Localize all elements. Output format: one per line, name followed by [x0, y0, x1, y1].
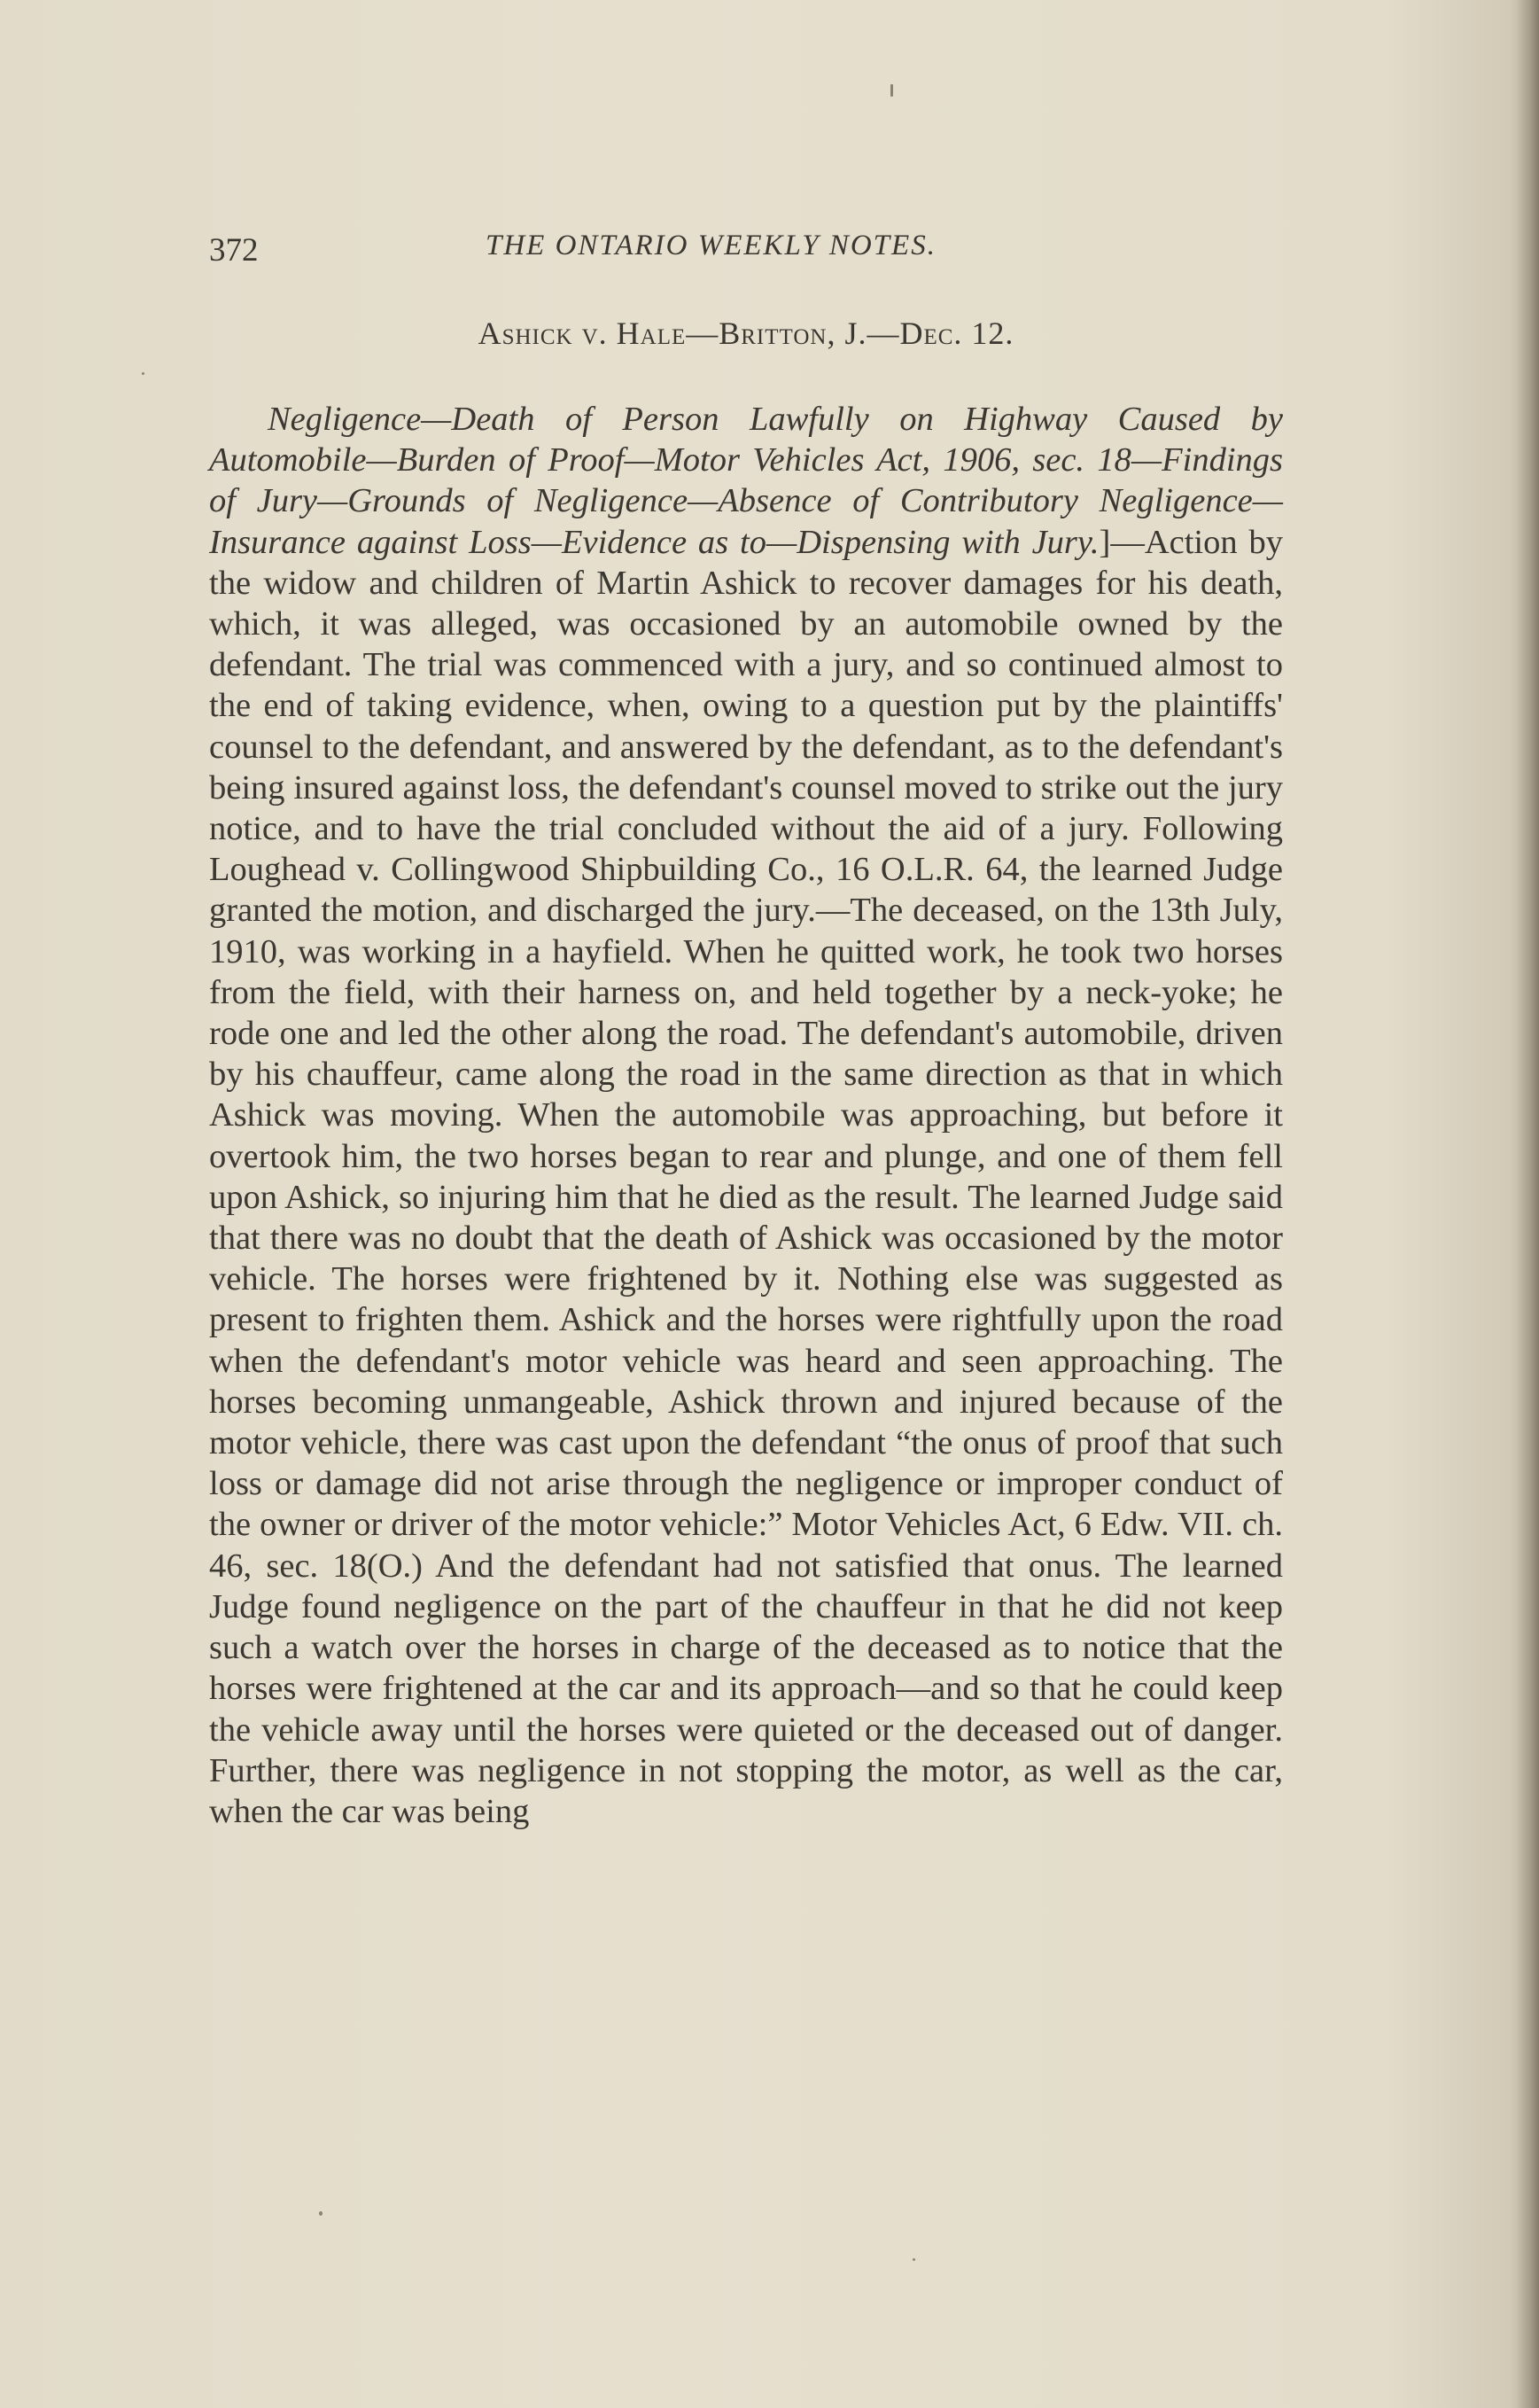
- paper-speck: [913, 2258, 915, 2261]
- page-edge-shadow: [1516, 0, 1539, 2408]
- running-head: [209, 226, 1283, 279]
- page-number: 372: [209, 232, 259, 269]
- headnote-italic: Negligence—Death of Person Lawfully on Highway Caused by Automobile—Burden of Proof—Motor Vehicles Act, 1906, sec. 18—Findings of Jury—Grounds of Negligence—Absence of Contributory Negligence—Insurance against Loss—Evidence as to—Dispensing with Jury.: [209, 401, 1283, 561]
- case-heading: Ashick v. Hale—Britton, J.—Dec. 12.: [478, 316, 1014, 351]
- paper-speck: [319, 2211, 323, 2216]
- paper-speck: [142, 372, 144, 375]
- paragraph-body: ]—Action by the widow and children of Martin Ashick to recover damages for his death, which, it was alleged, was occasioned by an automobile owned by the defendant. The trial was commenced with a jury, and so continued almost to the end of taking evidence, when, owing to a question put by the plaintiffs' counsel to the defendant, and answered by the defendant, as to the defendant's being insured against loss, the defendant's counsel moved to strike out the jury notice, and to have the trial concluded without the aid of a jury. Following Loughead v. Collingwood Shipbuilding Co., 16 O.L.R. 64, the learned Judge granted the motion, and discharged the jury.—The deceased, on the 13th July, 1910, was working in a hayfield. When he quitted work, he took two horses from the field, with their harness on, and held together by a neck-yoke; he rode one and led the other along the road. The defendant's automobile, driven by his chauffeur, came along the road in the same direction as that in which Ashick was moving. When the automobile was approaching, but before it overtook him, the two horses began to rear and plunge, and one of them fell upon Ashick, so injuring him that he died as the result. The learned Judge said that there was no doubt that the death of Ashick was occasioned by the motor vehicle. The horses were frightened by it. Nothing else was suggested as present to frighten them. Ashick and the horses were rightfully upon the road when the defendant's motor vehicle was heard and seen approaching. The horses becoming unmangeable, Ashick thrown and injured because of the motor vehicle, there was cast upon the defendant “the onus of proof that such loss or damage did not arise through the negligence or improper conduct of the owner or driver of the motor vehicle:” Motor Vehicles Act, 6 Edw. VII. ch. 46, sec. 18(O.) And the defendant had not satisfied that onus. The learned Judge found negligence on the part of the chauffeur in that he did not keep such a watch over the horses in charge of the deceased as to notice that the horses were frightened at the car and its approach—and so that he could keep the vehicle away until the horses were quieted or the deceased out of danger. Further, there was negligence in not stopping the motor, as well as the car, when the car was being: [209, 523, 1283, 1830]
- paper-speck: [890, 84, 893, 97]
- journal-title: THE ONTARIO WEEKLY NOTES.: [486, 230, 937, 261]
- judgment-paragraph: [209, 399, 1283, 1832]
